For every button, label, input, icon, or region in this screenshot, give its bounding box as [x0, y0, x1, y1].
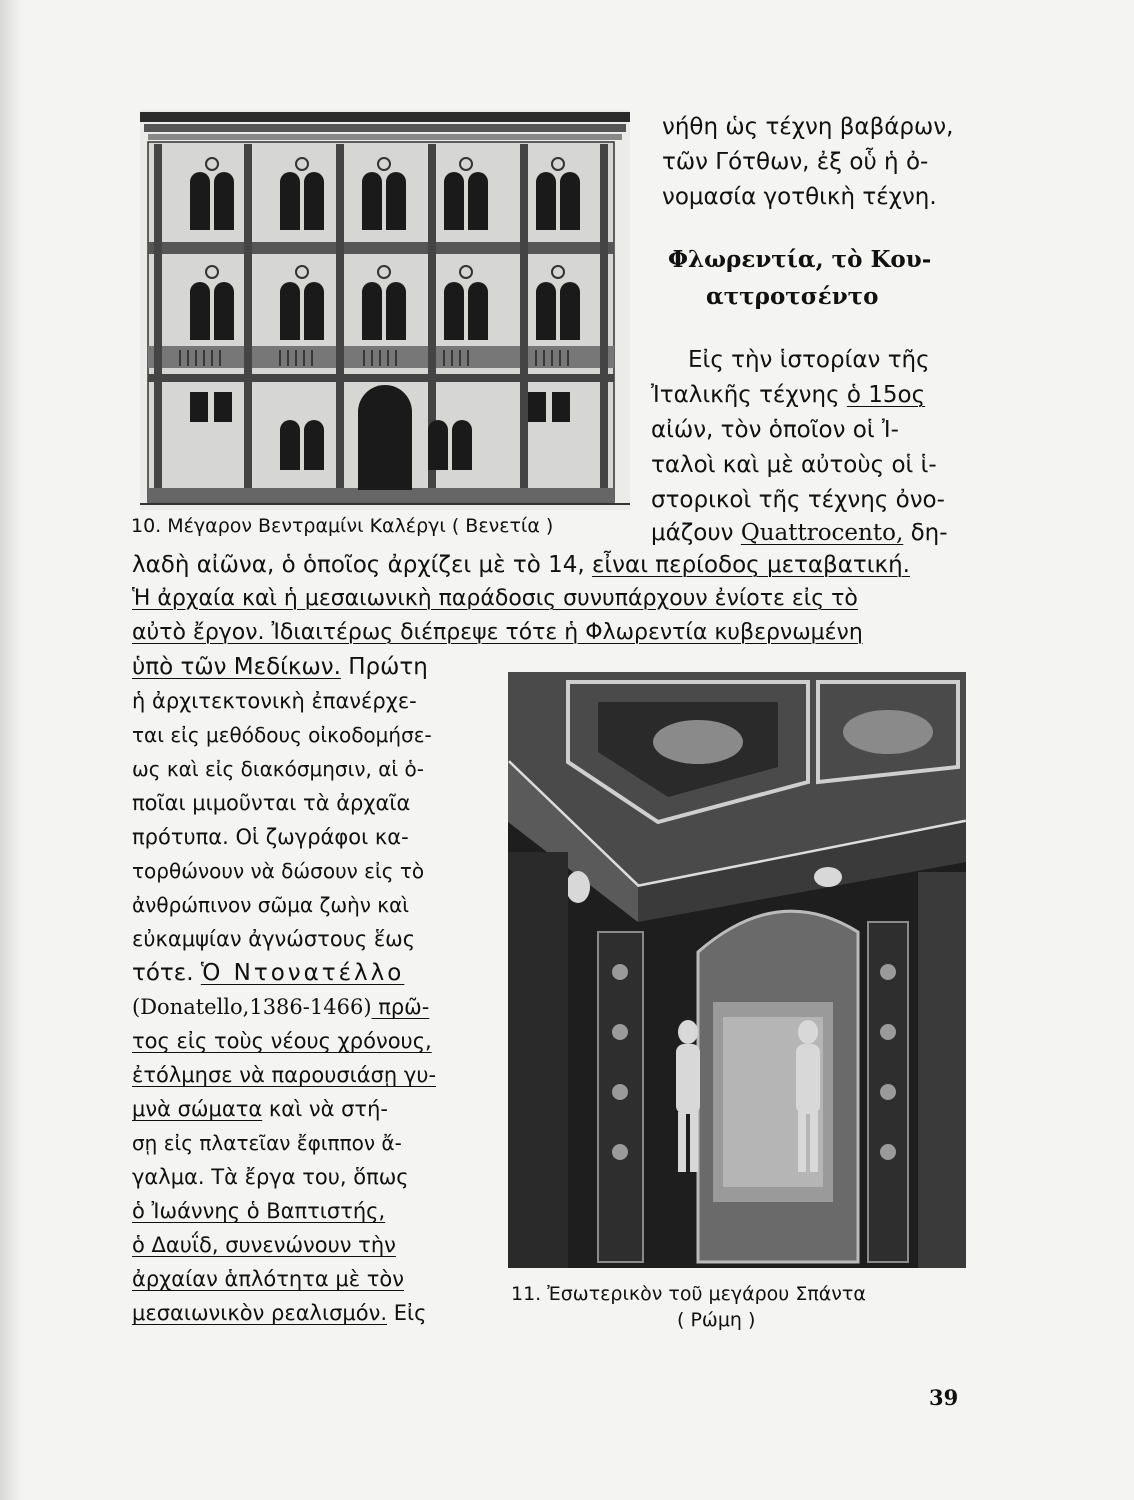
- underlined-text: μεσαιωνικὸν ρεαλισμόν.: [132, 1301, 388, 1325]
- underlined-text-line: ἀρχαίαν ἁπλότητα μὲ τὸν: [132, 1267, 404, 1291]
- underlined-text-line: τος εἰς τοὺς νέους χρόνους,: [132, 1029, 432, 1053]
- text-line: ἡ ἀρχιτεκτονικὴ ἐπανέρχε-: [132, 689, 417, 713]
- text-span: Εἰς: [387, 1301, 427, 1325]
- text-line: ταλοὶ καὶ μὲ αὐτοὺς οἱ ἱ-: [651, 452, 937, 478]
- text-line: γαλμα. Τὰ ἔργα του, ὅπως: [132, 1165, 409, 1189]
- text-line: αἰών, τὸν ὁποῖον οἱ Ἰ-: [651, 417, 899, 443]
- text-line: [132, 1298, 426, 1328]
- text-line: [132, 652, 428, 682]
- page-gutter-shadow: [0, 0, 22, 1500]
- text-span: (Donatello,1386-1466): [132, 995, 372, 1019]
- palace-facade-drawing: [140, 110, 630, 510]
- underlined-text: εἶναι περίοδος μεταβατική.: [591, 552, 910, 578]
- underlined-text-line: Ἡ ἀρχαία καὶ ἡ μεσαιωνικὴ παράδοσις συνυπάρχουν ἐνίοτε εἰς τὸ: [132, 586, 858, 611]
- section-heading-line-1: Φλωρεντία, τὸ Κου-: [668, 246, 932, 273]
- text-line: στορικοὶ τῆς τέχνης ὀνο-: [651, 487, 945, 513]
- text-line: [132, 992, 429, 1022]
- text-line: [132, 550, 910, 580]
- text-line: ται εἰς μεθόδους οἰκοδομήσε-: [132, 723, 432, 747]
- underlined-text: Ὁ Ντονατέλλο: [200, 960, 405, 986]
- text-line: [651, 518, 948, 548]
- underlined-text-line: ἐτόλμησε νὰ παρουσιάσῃ γυ-: [132, 1063, 437, 1087]
- underlined-text: ὁ 15ος: [846, 382, 926, 408]
- figure-11-palace-interior: [508, 672, 966, 1268]
- text-line: νήθη ὡς τέχνη βαβάρων,: [662, 114, 954, 140]
- text-line: [651, 380, 925, 410]
- figure-11-caption-line-1: 11. Ἐσωτερικὸν τοῦ μεγάρου Σπάντα: [511, 1283, 866, 1305]
- underlined-text: πρῶ-: [371, 995, 430, 1019]
- text-span: λαδὴ αἰῶνα, ὁ ὁποῖος ἀρχίζει μὲ τὸ 14,: [132, 552, 592, 578]
- figure-11-caption-line-2: ( Ρώμη ): [677, 1309, 756, 1331]
- underlined-text-line: ὁ Ἰωάννης ὁ Βαπτιστής,: [132, 1199, 386, 1223]
- text-line: ἀνθρώπινον σῶμα ζωὴν καὶ: [132, 893, 410, 917]
- underlined-text: Quattrocento,: [740, 520, 904, 546]
- text-line: πρότυπα. Οἱ ζωγράφοι κα-: [132, 825, 409, 849]
- text-line: τῶν Γότθων, ἐξ οὗ ἡ ὀ-: [662, 149, 929, 175]
- text-span: τότε.: [132, 960, 201, 986]
- text-line: Εἰς τὴν ἱστορίαν τῆς: [688, 347, 930, 373]
- text-line: εὐκαμψίαν ἀγνώστους ἕως: [132, 927, 416, 951]
- figure-10-palace-facade: [140, 110, 630, 510]
- text-span: δη-: [903, 520, 948, 546]
- palace-interior-photo: [508, 672, 966, 1268]
- text-span: καὶ νὰ στή-: [262, 1097, 388, 1121]
- text-line: σῃ εἰς πλατεῖαν ἔφιππον ἄ-: [132, 1131, 402, 1155]
- text-line: νομασία γοτθικὴ τέχνη.: [662, 184, 937, 210]
- text-line: [132, 958, 404, 988]
- text-line: [132, 1094, 388, 1124]
- figure-10-caption: 10. Μέγαρον Βεντραμίνι Καλέργι ( Βενετία ): [131, 515, 554, 537]
- text-line: ως καὶ εἰς διακόσμησιν, αἱ ὁ-: [132, 757, 424, 781]
- text-span: Ἰταλικῆς τέχνης: [651, 382, 847, 408]
- underlined-text: μνὰ σώματα: [132, 1097, 263, 1121]
- page-number: 39: [929, 1385, 959, 1410]
- section-heading-line-2: αττροτσέντο: [706, 283, 879, 310]
- underlined-text-line: ὁ Δαυΐδ, συνενώνουν τὴν: [132, 1233, 396, 1257]
- text-line: τορθώνουν νὰ δώσουν εἰς τὸ: [132, 859, 425, 883]
- text-line: ποῖαι μιμοῦνται τὰ ἀρχαῖα: [132, 791, 411, 815]
- text-span: Πρώτη: [340, 654, 428, 680]
- text-span: μάζουν: [651, 520, 741, 546]
- underlined-text-line: αὐτὸ ἔργον. Ἰδιαιτέρως διέπρεψε τότε ἡ Φλωρεντία κυβερνωμένη: [132, 620, 863, 645]
- underlined-text: ὑπὸ τῶν Μεδίκων.: [132, 654, 341, 680]
